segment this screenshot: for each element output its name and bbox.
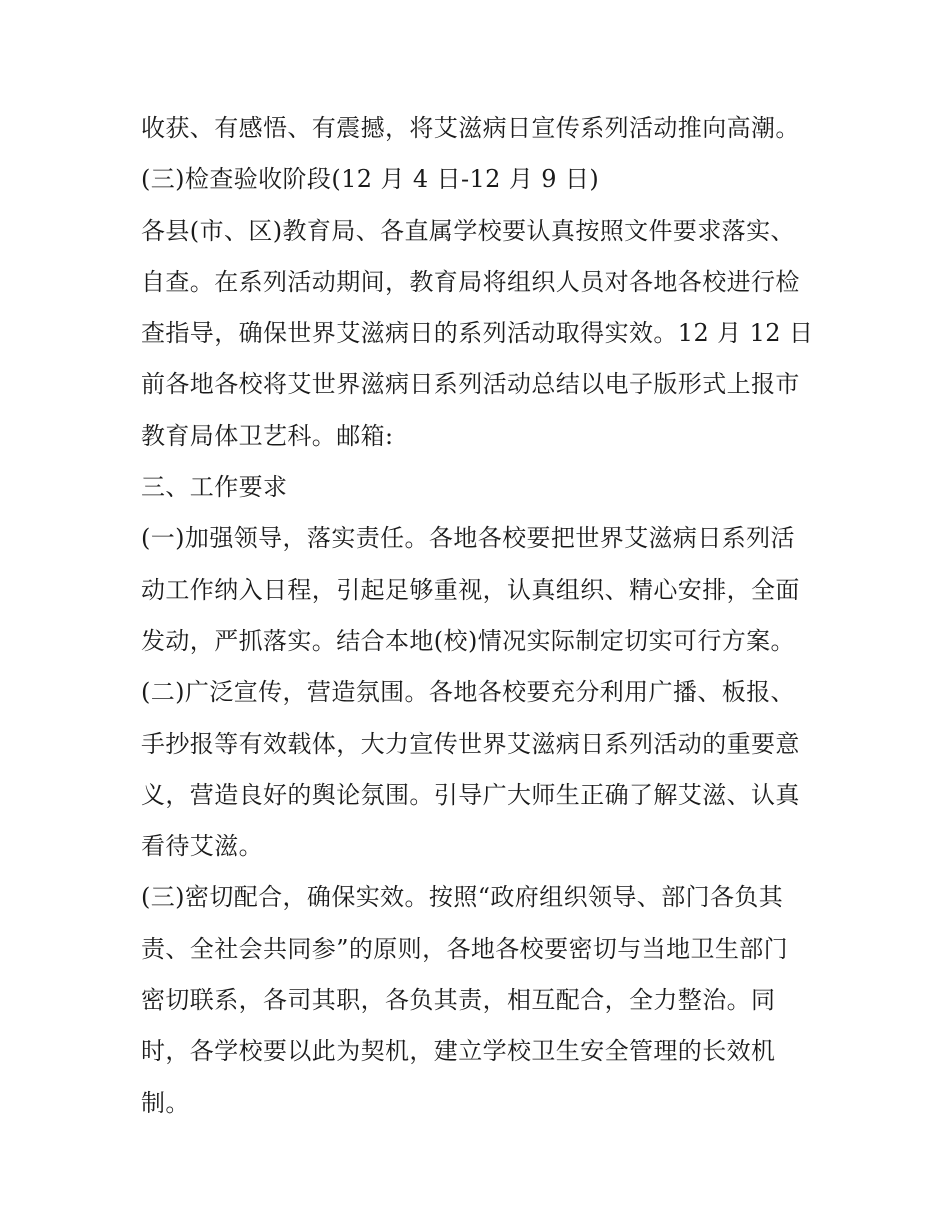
body-line-17: 责、全社会共同参”的原则，各地各校要密切与当地卫生部门 bbox=[141, 934, 789, 963]
section-heading-inspection: (三)检查验收阶段(12 月 4 日-12 月 9 日) bbox=[141, 165, 600, 194]
body-line-3: 各县(市、区)教育局、各直属学校要认真按照文件要求落实、 bbox=[141, 216, 795, 245]
body-line-18: 密切联系，各司其职，各负其责，相互配合，全力整治。同 bbox=[141, 986, 776, 1015]
body-line-10: 动工作纳入日程，引起足够重视，认真组织、精心安排，全面 bbox=[141, 575, 800, 604]
document-body bbox=[141, 103, 821, 1129]
body-line-4: 自查。在系列活动期间，教育局将组织人员对各地各校进行检 bbox=[141, 267, 800, 296]
body-line-19: 时，各学校要以此为契机，建立学校卫生安全管理的长效机 bbox=[141, 1037, 776, 1066]
body-line-11: 发动，严抓落实。结合本地(校)情况实际制定切实可行方案。 bbox=[141, 626, 795, 655]
section-heading-requirements: 三、工作要求 bbox=[141, 473, 288, 502]
body-line-7: 教育局体卫艺科。邮箱: bbox=[141, 421, 394, 450]
body-line-16: (三)密切配合，确保实效。按照“政府组织领导、部门各负其 bbox=[141, 883, 784, 912]
body-line-6: 前各地各校将艾世界滋病日系列活动总结以电子版形式上报市 bbox=[141, 370, 800, 399]
body-line-12: (二)广泛宣传，营造氛围。各地各校要充分利用广播、板报、 bbox=[141, 678, 795, 707]
body-line-20: 制。 bbox=[141, 1088, 190, 1117]
body-line-14: 义，营造良好的舆论氛围。引导广大师生正确了解艾滋、认真 bbox=[141, 780, 800, 809]
body-line-13: 手抄报等有效载体，大力宣传世界艾滋病日系列活动的重要意 bbox=[141, 729, 800, 758]
body-line-9: (一)加强领导，落实责任。各地各校要把世界艾滋病日系列活 bbox=[141, 524, 795, 553]
body-line-5: 查指导，确保世界艾滋病日的系列活动取得实效。12 月 12 日 bbox=[141, 319, 814, 348]
body-line-1: 收获、有感悟、有震撼，将艾滋病日宣传系列活动推向高潮。 bbox=[141, 114, 800, 142]
body-line-15: 看待艾滋。 bbox=[141, 832, 263, 861]
